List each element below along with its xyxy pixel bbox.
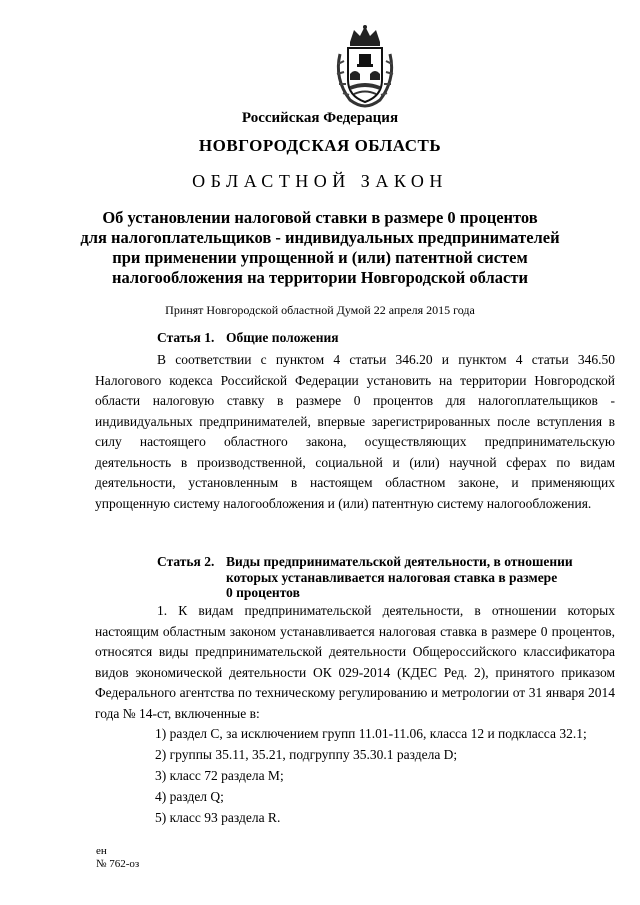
law-title [0, 208, 640, 288]
law-title-line: Об установлении налоговой ставки в размере 0 процентов [102, 208, 538, 227]
article-2-number: Статья 2. [157, 554, 215, 569]
list-item: 5) класс 93 раздела R. [155, 810, 281, 825]
article-2-text: 1. К видам предпринимательской деятельности, в отношении которых настоящим областным законом устанавливается налоговая ставка в размере 0 процентов, относятся виды предпринимательской деятельности Общероссийского классификатора видов экономической деятельности ОК 029-2014 (КДЕС Ред. 2), принятого приказом Федерального агентства по техническому регулированию и метрологии от 31 января 2014 года № 14-ст, включенные в: [95, 603, 615, 721]
article-2-title-line: 0 процентов [226, 585, 300, 600]
list-item: 2) группы 35.11, 35.21, подгруппу 35.30.1 раздела D; [155, 747, 458, 762]
article-1-number: Статья 1. [157, 330, 215, 345]
federation-heading: Российская Федерация [241, 110, 399, 126]
footer-number: № 762-оз [96, 858, 140, 870]
article-1-title: Общие положения [226, 330, 339, 345]
novgorod-coat-of-arms-icon [330, 24, 400, 108]
law-title-line: налогообложения на территории Новгородской области [112, 268, 528, 287]
list-item: 4) раздел Q; [155, 789, 224, 804]
article-2-title [226, 554, 573, 601]
region-heading: НОВГОРОДСКАЯ ОБЛАСТЬ [198, 136, 442, 155]
law-type-heading: ОБЛАСТНОЙ ЗАКОН [192, 171, 448, 191]
article-2-title-line: которых устанавливается налоговая ставка в размере [226, 569, 558, 585]
law-title-line: для налогоплательщиков - индивидуальных предпринимателей [80, 228, 560, 247]
list-item: 1) раздел С, за исключением групп 11.01-11.06, класса 12 и подкласса 32.1; [155, 726, 587, 741]
law-title-line: при применении упрощенной и (или) патентной систем [112, 248, 528, 267]
article-2-title-line: Виды предпринимательской деятельности, в отношении [226, 554, 573, 569]
article-1-text: В соответствии с пунктом 4 статьи 346.20 и пунктом 4 статьи 346.50 Налогового кодекса Российской Федерации установить на территории Новгородской области налоговую ставку в размере 0 процентов для налогоплательщиков - индивидуальных предпринимателей, впервые зарегистрированных после вступления в силу настоящего областного закона, осуществляющих предпринимательскую деятельность в производственной, социальной и (или) научной сферах по видам деятельности, установленным в настоящем областном законе, и применяющих упрощенную систему налогообложения и (или) патентную систему налогообложения. [95, 352, 615, 511]
adoption-note: Принят Новгородской областной Думой 22 апреля 2015 года [165, 303, 475, 317]
list-item: 3) класс 72 раздела М; [155, 768, 284, 783]
footer-initials: ен [96, 845, 107, 857]
